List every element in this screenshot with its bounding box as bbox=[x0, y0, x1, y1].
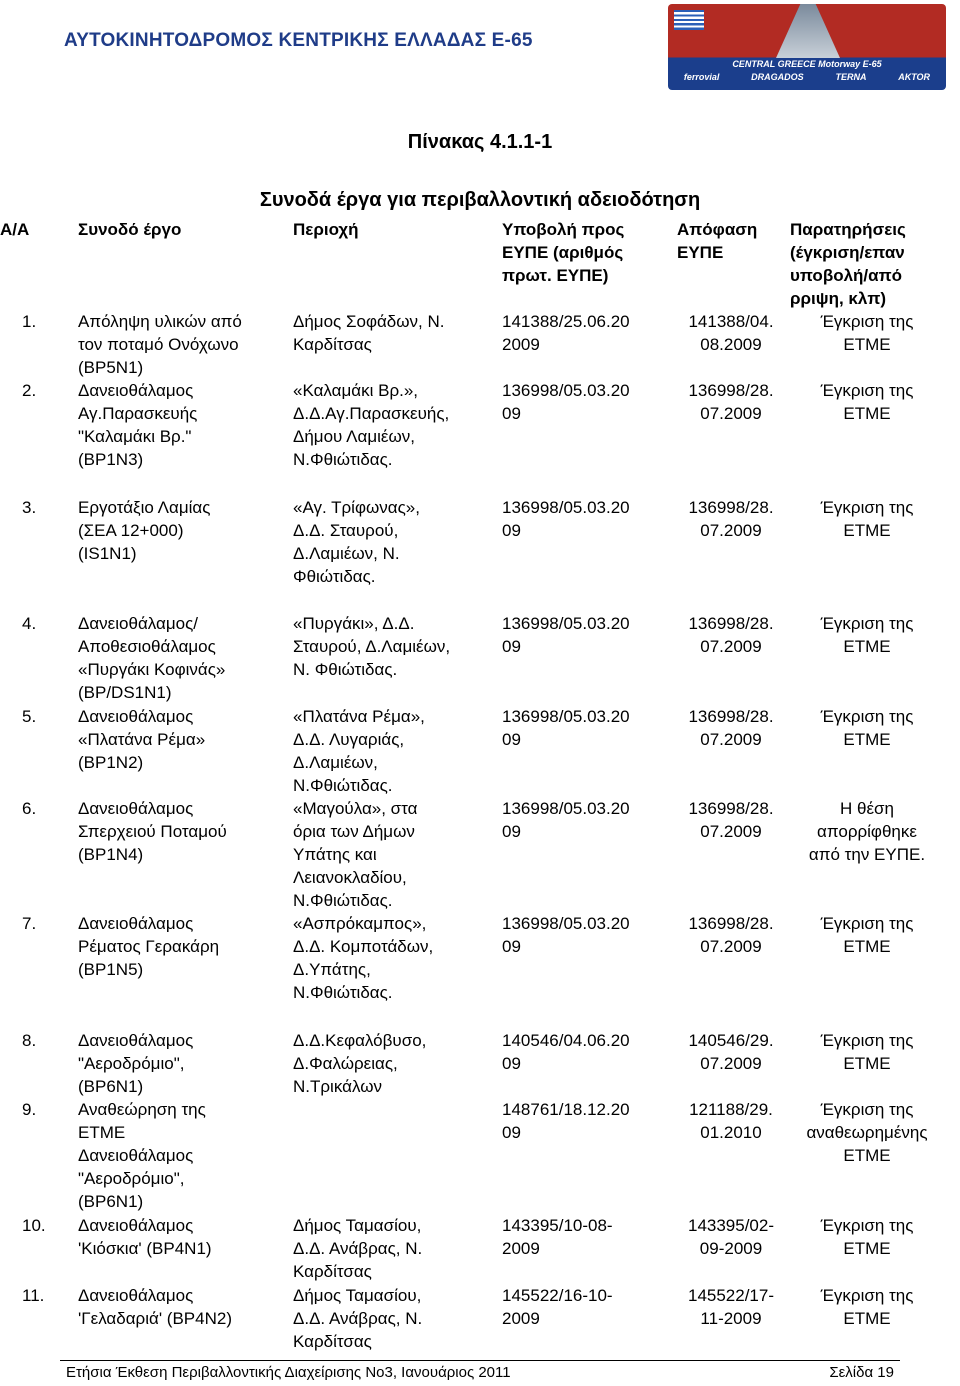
cell-area: «Πυργάκι», Δ.Δ. Σταυρού, Δ.Λαμιέων, Ν. Φθιώτιδας. bbox=[293, 614, 451, 679]
cell-num: 7. bbox=[22, 914, 37, 933]
cell-area: «Καλαμάκι Βρ.», Δ.Δ.Αγ.Παρασκευής, Δήμου Λαμιέων, Ν.Φθιώτιδας. bbox=[293, 381, 450, 469]
cell-area: Δήμος Ταμασίου, Δ.Δ. Ανάβρας, Ν. Καρδίτσας bbox=[293, 1216, 423, 1281]
cell-notes: Έγκριση της αναθεωρημένης ΕΤΜΕ bbox=[806, 1100, 928, 1165]
col-header-area: Περιοχή bbox=[293, 220, 359, 239]
cell-num: 3. bbox=[22, 498, 37, 517]
cell-notes: Έγκριση της ΕΤΜΕ bbox=[820, 707, 914, 749]
cell-submission: 136998/05.03.20 09 bbox=[502, 498, 630, 540]
cell-submission: 136998/05.03.20 09 bbox=[502, 614, 630, 656]
cell-area: «Ασπρόκαμπος», Δ.Δ. Κομποτάδων, Δ.Υπάτης, Ν.Φθιώτιδας. bbox=[293, 914, 434, 1002]
cell-num: 6. bbox=[22, 799, 37, 818]
table-number: Πίνακας 4.1.1-1 bbox=[407, 131, 553, 153]
cell-num: 9. bbox=[22, 1100, 37, 1119]
cell-area: «Πλατάνα Ρέμα», Δ.Δ. Λυγαριάς, Δ.Λαμιέων, Ν.Φθιώτιδας. bbox=[293, 707, 425, 795]
col-header-decision: Απόφαση ΕΥΠΕ bbox=[677, 220, 758, 262]
document-header-title: ΑΥΤΟΚΙΝΗΤΟΔΡΟΜΟΣ ΚΕΝΤΡΙΚΗΣ ΕΛΛΑΔΑΣ Ε-65 bbox=[64, 30, 533, 51]
cell-work: Δανειοθάλαμος Σπερχειού Ποταμού (ΒΡ1Ν4) bbox=[78, 799, 227, 864]
cell-work: Εργοτάξιο Λαμίας (ΣΕΑ 12+000) (IS1N1) bbox=[78, 498, 211, 563]
cell-notes: Έγκριση της ΕΤΜΕ bbox=[820, 312, 914, 354]
cell-area: «Μαγούλα», στα όρια των Δήμων Υπάτης και Λειανοκλαδίου, Ν.Φθιώτιδας. bbox=[293, 799, 418, 910]
cell-decision: 141388/04. 08.2009 bbox=[688, 312, 774, 354]
cell-decision: 136998/28. 07.2009 bbox=[688, 498, 774, 540]
cell-work: Αναθεώρηση της ΕΤΜΕ Δανειοθάλαμος "Αεροδρόμιο", (ΒΡ6Ν1) bbox=[78, 1100, 206, 1211]
cell-submission: 141388/25.06.20 2009 bbox=[502, 312, 630, 354]
cell-decision: 136998/28. 07.2009 bbox=[688, 614, 774, 656]
cell-work: Δανειοθάλαμος «Πλατάνα Ρέμα» (ΒΡ1Ν2) bbox=[78, 707, 206, 772]
logo-partners bbox=[668, 72, 946, 82]
cell-submission: 145522/16-10- 2009 bbox=[502, 1286, 613, 1328]
cell-submission: 136998/05.03.20 09 bbox=[502, 707, 630, 749]
cell-notes: Έγκριση της ΕΤΜΕ bbox=[820, 1216, 914, 1258]
cell-submission: 136998/05.03.20 09 bbox=[502, 914, 630, 956]
cell-work: Δανειοθάλαμος "Αεροδρόμιο", (ΒΡ6Ν1) bbox=[78, 1031, 194, 1096]
cell-decision: 140546/29. 07.2009 bbox=[688, 1031, 774, 1073]
cell-notes: Έγκριση της ΕΤΜΕ bbox=[820, 1031, 914, 1073]
cell-area: Δήμος Ταμασίου, Δ.Δ. Ανάβρας, Ν. Καρδίτσας bbox=[293, 1286, 423, 1351]
cell-submission: 148761/18.12.20 09 bbox=[502, 1100, 630, 1142]
cell-work: Δανειοθάλαμος Αγ.Παρασκευής "Καλαμάκι Βρ." (ΒΡ1Ν3) bbox=[78, 381, 198, 469]
cell-num: 1. bbox=[22, 312, 37, 331]
logo-partner: TERNA bbox=[835, 72, 867, 82]
cell-notes: Έγκριση της ΕΤΜΕ bbox=[820, 381, 914, 423]
cell-num: 4. bbox=[22, 614, 37, 633]
logo-partner: ferrovial bbox=[683, 72, 720, 82]
cell-work: Δανειοθάλαμος 'Γελαδαριά' (ΒΡ4Ν2) bbox=[78, 1286, 232, 1328]
col-header-notes: Παρατηρήσεις (έγκριση/επαν υποβολή/από ρριψη, κλπ) bbox=[790, 220, 906, 308]
col-header-num: Α/Α bbox=[0, 220, 30, 239]
cell-submission: 136998/05.03.20 09 bbox=[502, 381, 630, 423]
cell-decision: 121188/29. 01.2010 bbox=[689, 1100, 773, 1142]
table-title: Συνοδά έργα για περιβαλλοντική αδειοδότηση bbox=[259, 189, 701, 211]
cell-notes: Έγκριση της ΕΤΜΕ bbox=[820, 1286, 914, 1328]
cell-work: Δανειοθάλαμος 'Κιόσκια' (ΒΡ4Ν1) bbox=[78, 1216, 212, 1258]
cell-submission: 136998/05.03.20 09 bbox=[502, 799, 630, 841]
cell-num: 8. bbox=[22, 1031, 37, 1050]
logo-partner: DRAGADOS bbox=[751, 72, 804, 82]
road-icon bbox=[776, 4, 840, 58]
cell-area: Δήμος Σοφάδων, Ν. Καρδίτσας bbox=[293, 312, 445, 354]
cell-notes: Έγκριση της ΕΤΜΕ bbox=[820, 614, 914, 656]
col-header-submission: Υποβολή προς ΕΥΠΕ (αριθμός πρωτ. ΕΥΠΕ) bbox=[502, 220, 625, 285]
cell-decision: 145522/17- 11-2009 bbox=[687, 1286, 775, 1328]
cell-decision: 143395/02- 09-2009 bbox=[687, 1216, 775, 1258]
cell-work: Δανειοθάλαμος Ρέματος Γερακάρη (ΒΡ1Ν5) bbox=[78, 914, 220, 979]
cell-num: 11. bbox=[22, 1286, 45, 1305]
page-footer bbox=[60, 1360, 900, 1385]
cell-notes: Έγκριση της ΕΤΜΕ bbox=[820, 498, 914, 540]
greek-flag-icon bbox=[674, 10, 704, 30]
cell-work: Δανειοθάλαμος/ Αποθεσιοθάλαμος «Πυργάκι Κοφινάς» (ΒΡ/DS1N1) bbox=[78, 614, 226, 702]
cell-submission: 143395/10-08- 2009 bbox=[502, 1216, 613, 1258]
cell-decision: 136998/28. 07.2009 bbox=[688, 799, 774, 841]
footer-page-number: Σελίδα 19 bbox=[829, 1364, 894, 1381]
cell-area: «Αγ. Τρίφωνας», Δ.Δ. Σταυρού, Δ.Λαμιέων, Ν. Φθιώτιδας. bbox=[293, 498, 420, 586]
cell-notes: Έγκριση της ΕΤΜΕ bbox=[820, 914, 914, 956]
logo-partner: AKTOR bbox=[898, 72, 931, 82]
cell-decision: 136998/28. 07.2009 bbox=[688, 381, 774, 423]
cell-submission: 140546/04.06.20 09 bbox=[502, 1031, 630, 1073]
col-header-work: Συνοδό έργο bbox=[78, 220, 182, 239]
cell-area: Δ.Δ.Κεφαλόβυσο, Δ.Φαλώρειας, Ν.Τρικάλων bbox=[293, 1031, 427, 1096]
cell-work: Απόληψη υλικών από τον ποταμό Ονόχωνο (ΒΡ5Ν1) bbox=[78, 312, 242, 377]
cell-num: 10. bbox=[22, 1216, 46, 1235]
cell-decision: 136998/28. 07.2009 bbox=[688, 914, 774, 956]
cell-notes: Η θέση απορρίφθηκε από την ΕΥΠΕ. bbox=[808, 799, 926, 864]
cell-num: 2. bbox=[22, 381, 37, 400]
footer-report-title: Ετήσια Έκθεση Περιβαλλοντικής Διαχείρισης Νο3, Ιανουάριος 2011 bbox=[66, 1364, 511, 1381]
cell-num: 5. bbox=[22, 707, 37, 726]
logo-name: CENTRAL GREECE Motorway E-65 bbox=[732, 59, 882, 69]
cell-decision: 136998/28. 07.2009 bbox=[688, 707, 774, 749]
motorway-logo bbox=[668, 4, 946, 90]
